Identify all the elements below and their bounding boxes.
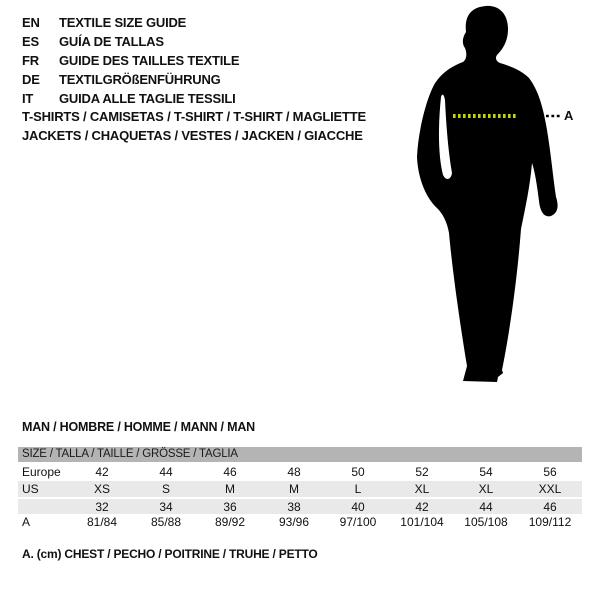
table-cell: 97/100: [339, 514, 377, 529]
table-cell: 36: [223, 499, 237, 514]
table-row-alt-sizes: [18, 499, 582, 514]
table-cell: 46: [223, 464, 237, 479]
table-row-label: Europe: [22, 464, 61, 479]
table-cell: M: [289, 482, 299, 496]
table-cell: 101/104: [400, 514, 444, 529]
table-cell: 34: [159, 499, 173, 514]
table-cell: S: [161, 482, 170, 496]
table-cell: 48: [287, 464, 301, 479]
size-table: [18, 447, 582, 529]
table-cell: XL: [414, 482, 430, 496]
table-cell: 38: [287, 499, 301, 514]
table-header: SIZE / TALLA / TAILLE / GRÖSSE / TAGLIA: [18, 447, 582, 462]
category-line-tshirts: T-SHIRTS / CAMISETAS / T-SHIRT / T-SHIRT / MAGLIETTE: [22, 109, 366, 124]
table-cell: L: [354, 482, 362, 496]
measurement-footnote: A. (cm) CHEST / PECHO / POITRINE / TRUHE / PETTO: [22, 547, 318, 561]
table-row-us: [18, 481, 582, 497]
language-label: GUÍA DE TALLAS: [59, 34, 164, 49]
table-row-label: A: [22, 514, 31, 529]
table-cell: XL: [478, 482, 494, 496]
language-label: TEXTILE SIZE GUIDE: [59, 15, 187, 30]
table-cell: 81/84: [86, 514, 118, 529]
table-cell: 42: [95, 464, 109, 479]
table-cell: XXL: [538, 482, 562, 496]
table-cell: XS: [93, 482, 110, 496]
table-cell: 93/96: [278, 514, 310, 529]
table-cell: 54: [479, 464, 493, 479]
table-cell: 32: [95, 499, 109, 514]
category-line-jackets: JACKETS / CHAQUETAS / VESTES / JACKEN / GIACCHE: [22, 127, 363, 143]
table-cell: 42: [415, 499, 429, 514]
table-row-europe: [18, 463, 582, 480]
table-cell: 105/108: [464, 514, 508, 529]
language-label: GUIDE DES TAILLES TEXTILE: [59, 53, 240, 68]
language-code: DE: [22, 72, 40, 87]
language-code: FR: [22, 53, 39, 68]
table-cell: 85/88: [150, 514, 182, 529]
language-code: IT: [22, 91, 34, 106]
section-title: MAN / HOMBRE / HOMME / MANN / MAN: [22, 420, 255, 434]
table-cell: 50: [351, 464, 365, 479]
table-cell: 44: [479, 499, 493, 514]
language-code: EN: [22, 15, 40, 30]
measure-label-a: A: [564, 108, 574, 123]
language-label: GUIDA ALLE TAGLIE TESSILI: [59, 91, 236, 106]
table-row-chest-measure: [18, 514, 582, 529]
table-cell: M: [225, 482, 235, 496]
table-cell: 56: [543, 464, 557, 479]
man-silhouette-shape: [417, 6, 558, 382]
language-code: ES: [22, 34, 39, 49]
table-cell: 52: [415, 464, 429, 479]
table-row-label: US: [22, 482, 39, 496]
table-cell: 40: [351, 499, 365, 514]
language-label: TEXTILGRÖßENFÜHRUNG: [59, 72, 221, 87]
table-cell: 46: [543, 499, 557, 514]
table-cell: 89/92: [214, 514, 246, 529]
table-cell: 44: [159, 464, 173, 479]
table-cell: 109/112: [528, 514, 572, 529]
